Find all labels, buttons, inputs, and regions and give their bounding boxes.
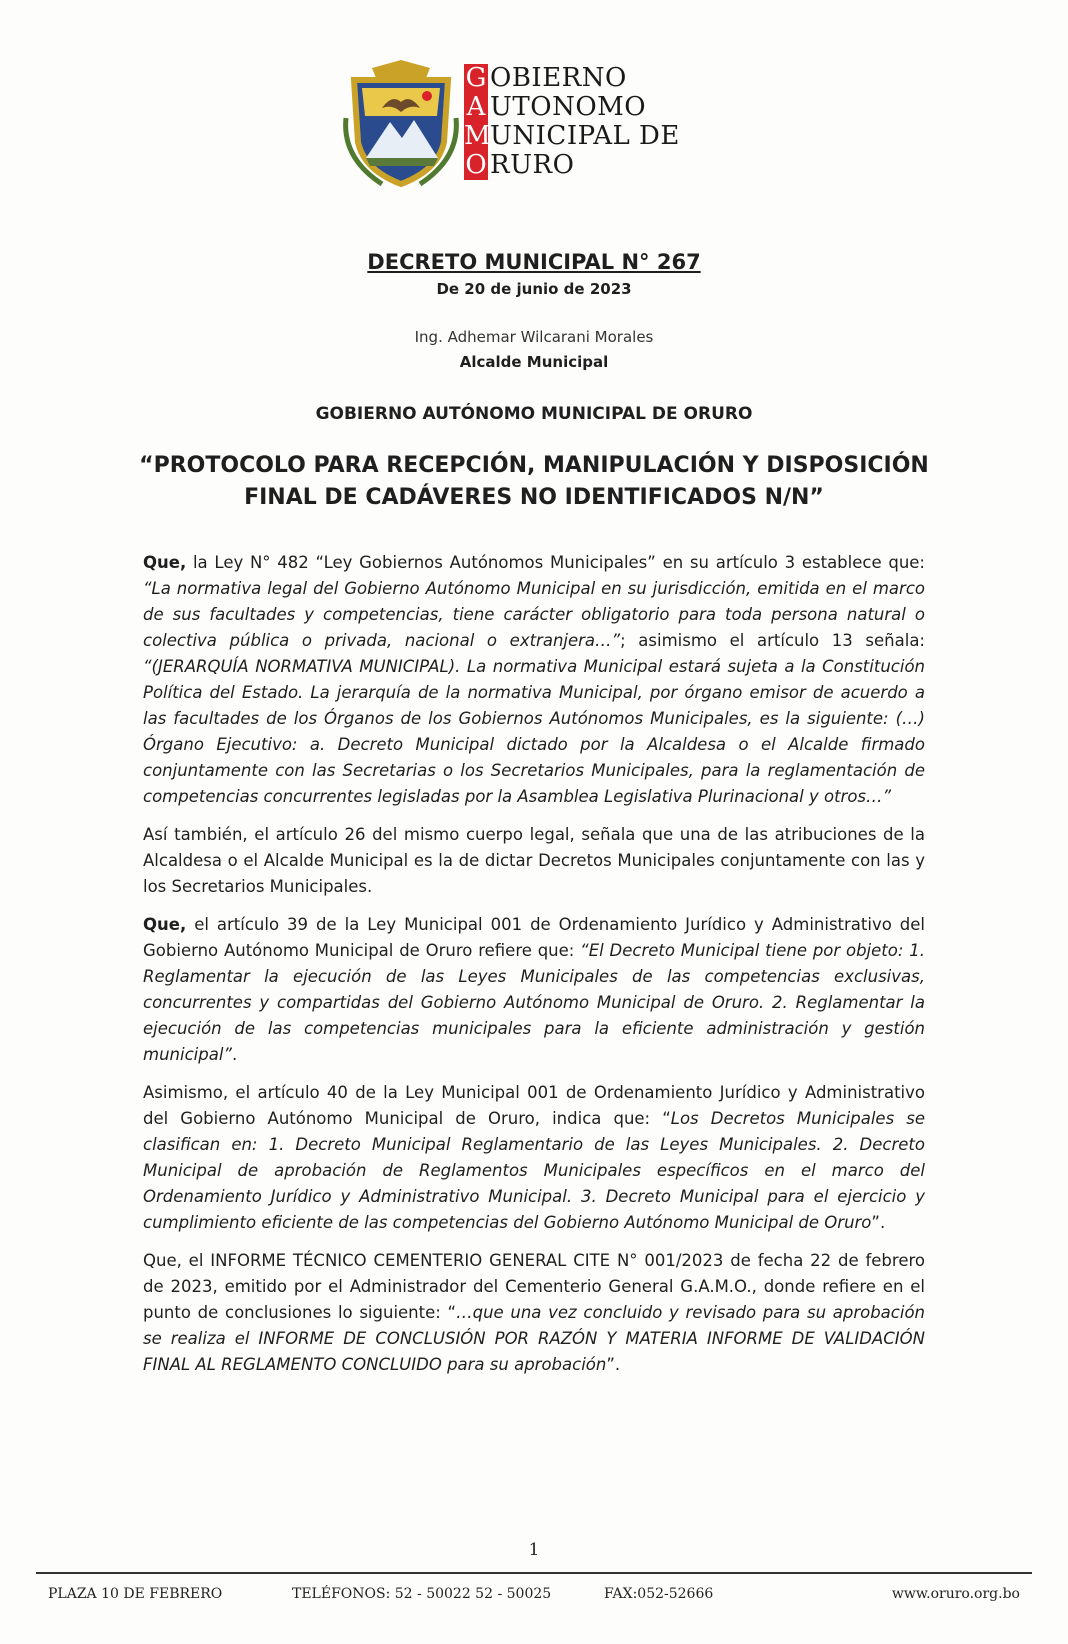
- logo-row: [464, 93, 680, 122]
- logo-row: [464, 151, 680, 180]
- paragraph-lead: Que,: [143, 915, 187, 934]
- paragraph-text: la Ley N° 482 “Ley Gobiernos Autónomos Municipales” en su artículo 3 establece que:: [186, 553, 925, 572]
- protocol-title-line: “PROTOCOLO PARA RECEPCIÓN, MANIPULACIÓN Y DISPOSICIÓN: [139, 453, 929, 478]
- logo-initial: G: [465, 63, 487, 93]
- logo-row: [464, 122, 680, 151]
- paragraph-text: .: [231, 1045, 238, 1064]
- decree-title: DECRETO MUNICIPAL N° 267: [367, 250, 701, 274]
- logo-word: UTONOMO: [490, 92, 647, 122]
- paragraph-text: Asimismo, el artículo 40 de la Ley Municipal 001 de Ordenamiento Jurídico y Administrativo del Gobierno Autónomo Municipal de Oruro, indica que: “: [143, 1083, 925, 1128]
- footer-website[interactable]: www.oruro.org.bo: [891, 1586, 1020, 1602]
- footer-divider: [36, 1572, 1032, 1574]
- footer-phones: TELÉFONOS: 52 - 50022 52 - 50025: [292, 1586, 552, 1602]
- quoted-text: “El Decreto Municipal tiene por objeto: 1. Reglamentar la ejecución de las Leyes Municipales de las competencias exclusivas, concurrentes y compartidas del Gobierno Autónomo Municipal de Oruro. 2. Reglamentar la ejecución de las competencias municipales para la eficiente administración y gestión municipal”: [143, 941, 925, 1064]
- decree-date: De 20 de junio de 2023: [436, 280, 632, 298]
- mayor-role: Alcalde Municipal: [459, 353, 609, 371]
- logo-row: [464, 64, 680, 93]
- quoted-text: Los Decretos Municipales se clasifican en: 1. Decreto Municipal Reglamentario de las Leyes Municipales. 2. Decreto Municipal de aprobación de Reglamentos Municipales específicos en el marco del Ordenamiento Jurídico y Administrativo Municipal. 3. Decreto Municipal para el ejercicio y cumplimiento eficiente de las competencias del Gobierno Autónomo Municipal de Oruro: [143, 1109, 926, 1232]
- paragraph-lead: Que,: [143, 553, 187, 572]
- paragraph: [143, 912, 925, 1068]
- paragraph-text: ”.: [606, 1355, 621, 1374]
- paragraph-text: ; asimismo el artículo 13 señala:: [620, 631, 925, 650]
- paragraph: [143, 550, 925, 810]
- paragraph-text: Que, el INFORME TÉCNICO CEMENTERIO GENERAL CITE N° 001/2023 de fecha 22 de febrero de 2023, emitido por el Administrador del Cementerio General G.A.M.O., donde refiere en el punto de conclusiones lo siguiente: “: [143, 1251, 925, 1322]
- mayor-name: Ing. Adhemar Wilcarani Morales: [414, 328, 654, 346]
- quoted-text: …que una vez concluido y revisado para su aprobación se realiza el INFORME DE CONCLUSIÓN POR RAZÓN Y MATERIA INFORME DE VALIDACIÓN FINAL AL REGLAMENTO CONCLUIDO para su aprobación: [143, 1303, 926, 1374]
- quoted-text: “(JERARQUÍA NORMATIVA MUNICIPAL). La normativa Municipal estará sujeta a la Constitución Política del Estado. La jerarquía de la normativa Municipal, por órgano emisor de acuerdo a las facultades de los Órganos de los Gobiernos Autónomos Municipales, es la siguiente: (…) Órgano Ejecutivo: a. Decreto Municipal dictado por la Alcaldesa o el Alcalde firmado conjuntamente con las Secretarias o los Secretarios Municipales, para la reglamentación de competencias concurrentes legisladas por la Asamblea Legislativa Plurinacional y otros…”: [143, 657, 925, 806]
- gamo-logo: [342, 58, 680, 190]
- protocol-title: [0, 450, 1068, 514]
- government-name: GOBIERNO AUTÓNOMO MUNICIPAL DE ORURO: [315, 404, 753, 424]
- logo-initial: A: [464, 93, 488, 122]
- paragraph: Así también, el artículo 26 del mismo cuerpo legal, señala que una de las atribuciones de la Alcaldesa o el Alcalde Municipal es la de dictar Decretos Municipales conjuntamente con las y los Secretarios Municipales.: [143, 825, 925, 896]
- paragraph: [143, 1248, 925, 1378]
- paragraph-text: ”.: [871, 1213, 886, 1232]
- logo-word: RURO: [490, 150, 575, 180]
- protocol-title-line: FINAL DE CADÁVERES NO IDENTIFICADOS N/N”: [244, 485, 824, 510]
- decree-body: [143, 550, 925, 1390]
- logo-initial: M: [464, 121, 491, 151]
- page-number: 1: [528, 1540, 540, 1560]
- footer-address: PLAZA 10 DE FEBRERO: [48, 1586, 223, 1602]
- coat-of-arms-icon: [342, 58, 460, 190]
- paragraph-text: el artículo 39 de la Ley Municipal 001 de Ordenamiento Jurídico y Administrativo del Gobierno Autónomo Municipal de Oruro refiere que:: [143, 915, 925, 960]
- paragraph: [143, 1080, 925, 1236]
- logo-initial: O: [465, 150, 487, 180]
- footer-fax: FAX:052-52666: [604, 1586, 714, 1602]
- quoted-text: “La normativa legal del Gobierno Autónomo Municipal en su jurisdicción, emitida en el marco de sus facultades y competencias, tiene carácter obligatorio para toda persona natural o colectiva pública o privada, nacional o extranjera…”: [143, 579, 925, 650]
- logo-word: UNICIPAL DE: [490, 121, 680, 151]
- logo-word: OBIERNO: [490, 63, 627, 93]
